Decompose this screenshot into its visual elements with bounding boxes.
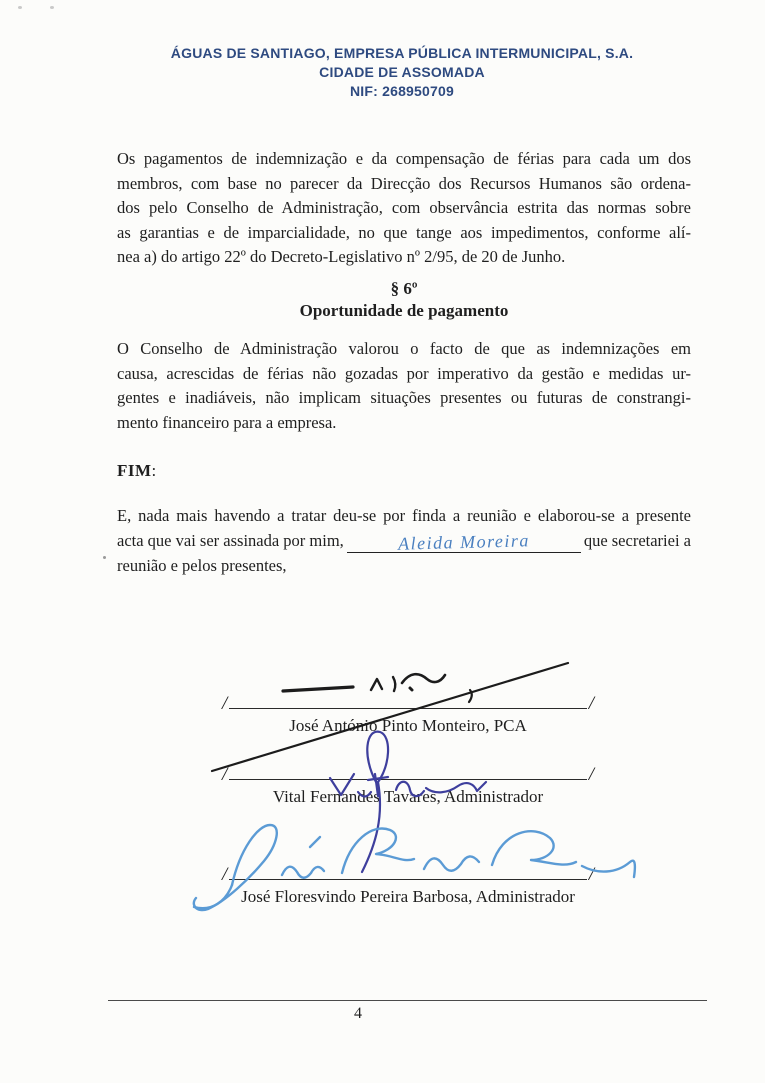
page-number: 4 — [354, 1005, 362, 1022]
paragraph-line: mento financeiro para a empresa. — [117, 412, 337, 432]
scan-artifact-dot — [50, 6, 54, 9]
signature-block-pca — [222, 687, 594, 736]
signatory-name: José António Pinto Monteiro, PCA — [289, 716, 527, 735]
paragraph-line: membros, com base no parecer da Direcção dos Recursos Humanos são ordena- — [117, 173, 691, 193]
footer-divider — [108, 1000, 707, 1001]
signature-line — [222, 858, 594, 885]
signature-line — [222, 758, 594, 785]
company-nif: NIF: 268950709 — [350, 83, 454, 99]
slash-mark: / — [588, 864, 594, 885]
slash-mark: / — [222, 864, 228, 885]
fim-label — [117, 461, 156, 481]
slash-mark: / — [222, 764, 228, 785]
signature-rule — [229, 858, 586, 880]
closing-line-with-blank — [117, 528, 691, 553]
signature-rule — [229, 758, 586, 780]
paragraph-line: nea a) do artigo 22º do Decreto-Legislativo nº 2/95, de 20 de Junho. — [117, 247, 566, 267]
section-title: Oportunidade de pagamento — [299, 301, 509, 320]
slash-mark: / — [222, 693, 228, 714]
signatory-name: Vital Fernandes Tavares, Administrador — [272, 787, 544, 806]
section-number: § 6º — [390, 279, 418, 298]
fim-text: FIM — [117, 461, 152, 480]
company-name: ÁGUAS DE SANTIAGO, EMPRESA PÚBLICA INTERMUNICIPAL, S.A. — [170, 45, 634, 61]
signature-line — [222, 687, 594, 714]
paragraph-indemnization — [117, 147, 691, 270]
closing-paragraph — [117, 503, 691, 579]
paragraph-line: causa, acrescidas de férias não gozadas por imperativo da gestão e medidas ur- — [117, 363, 691, 383]
signatory-name: José Floresvindo Pereira Barbosa, Administrador — [241, 887, 575, 906]
handwritten-secretary-name: Aleida Moreira — [397, 530, 530, 554]
paragraph-line: Os pagamentos de indemnização e da compensação de férias para cada um dos — [117, 149, 691, 168]
paragraph-line: O Conselho de Administração valorou o facto de que as indemnizações em — [117, 339, 691, 358]
signature-blank — [347, 528, 581, 553]
closing-line: reunião e pelos presentes, — [117, 556, 287, 576]
closing-text-after-blank: que secretariei a — [583, 531, 691, 551]
paragraph-opportunity — [117, 337, 691, 435]
paragraph-line: gentes e inadiáveis, não implicam situações presentes ou futuras de constrangi- — [117, 388, 691, 408]
company-city: CIDADE DE ASSOMADA — [319, 64, 485, 80]
closing-line: E, nada mais havendo a tratar deu-se por finda a reunião e elaborou-se a presente — [117, 506, 691, 525]
scan-artifact-dot — [18, 6, 22, 9]
paragraph-line: as garantias e de imparcialidade, no que tange aos impedimentos, conforme alí- — [117, 222, 691, 242]
slash-mark: / — [588, 693, 594, 714]
slash-mark: / — [588, 764, 594, 785]
paragraph-line: dos pelo Conselho de Administração, com observância estrita das normas sobre — [117, 198, 691, 218]
signature-block-admin-1 — [222, 758, 594, 807]
closing-text-before-blank: acta que vai ser assinada por mim, — [117, 531, 344, 551]
scan-artifact-dot — [103, 556, 106, 559]
letterhead — [96, 44, 708, 101]
section-heading — [117, 278, 691, 322]
signature-rule — [229, 687, 586, 709]
signature-block-admin-2 — [222, 858, 594, 907]
fim-colon: : — [151, 461, 157, 480]
